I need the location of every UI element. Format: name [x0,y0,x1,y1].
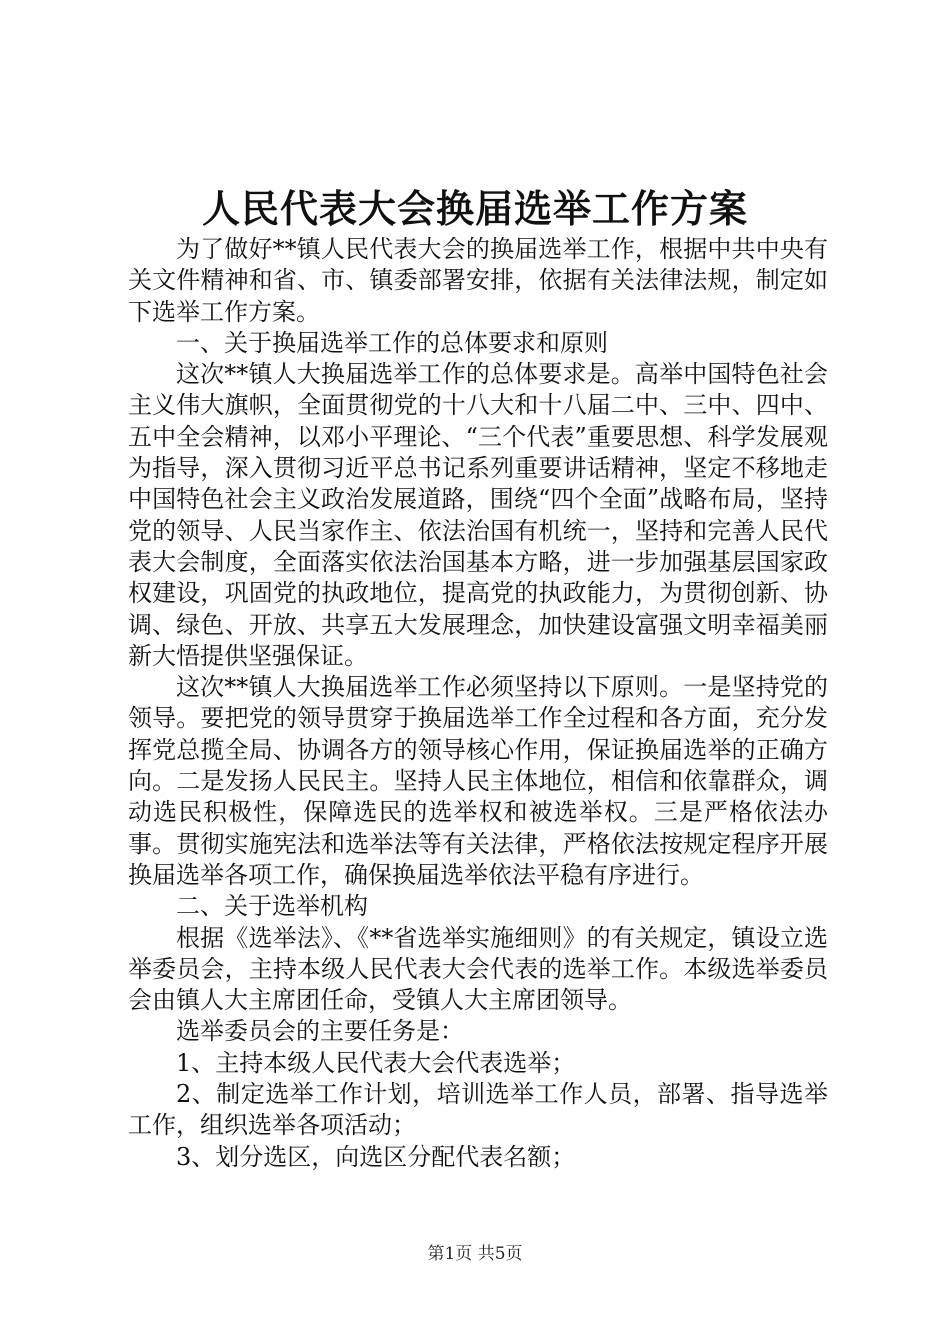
section-heading-2: 二、关于选举机构 [176,892,368,921]
document-title: 人民代表大会换届选举工作方案 [201,186,748,231]
tasks-intro-paragraph: 选举委员会的主要任务是： [176,1017,464,1046]
task-item-3: 3、划分选区，向选区分配代表名额； [176,1142,576,1171]
election-body-paragraph: 根据《选举法》、《**省选举实施细则》的有关规定，镇设立选举委员会，主持本级人民代表大会代表的选举工作。本级选举委员会由镇人大主席团任命，受镇人大主席团领导。 [128,923,828,1015]
principles-paragraph: 这次**镇人大换届选举工作必须坚持以下原则。一是坚持党的领导。要把党的领导贯穿于换届选举工作全过程和各方面，充分发挥党总揽全局、协调各方的领导核心作用，保证换届选举的正确方向。二是发扬人民民主。坚持人民主体地位，相信和依靠群众，调动选民积极性，保障选民的选举权和被选举权。三是严格依法办事。贯彻实施宪法和选举法等有关法律，严格依法按规定程序开展换届选举各项工作，确保换届选举依法平稳有序进行。 [128,673,828,889]
requirements-paragraph: 这次**镇人大换届选举工作的总体要求是。高举中国特色社会主义伟大旗帜，全面贯彻党的十八大和十八届二中、三中、四中、五中全会精神，以邓小平理论、“三个代表”重要思想、科学发展观为指导，深入贯彻习近平总书记系列重要讲话精神，坚定不移地走中国特色社会主义政治发展道路，围绕“四个全面”战略布局，坚持党的领导、人民当家作主、依法治国有机统一，坚持和完善人民代表大会制度，全面落实依法治国基本方略，进一步加强基层国家政权建设，巩固党的执政地位，提高党的执政能力，为贯彻创新、协调、绿色、开放、共享五大发展理念，加快建设富强文明幸福美丽新大悟提供坚强保证。 [128,360,828,670]
section-heading-1: 一、关于换届选举工作的总体要求和原则 [176,328,608,357]
document-body [128,234,828,1173]
task-item-2: 2、制定选举工作计划，培训选举工作人员，部署、指导选举工作，组织选举各项活动； [128,1080,828,1140]
intro-paragraph: 为了做好**镇人民代表大会的换届选举工作，根据中共中央有关文件精神和省、市、镇委部署安排，依据有关法律法规，制定如下选举工作方案。 [128,235,828,326]
task-item-1: 1、主持本级人民代表大会代表选举； [176,1048,576,1077]
page-footer: 第1页 共5页 [427,1244,523,1264]
